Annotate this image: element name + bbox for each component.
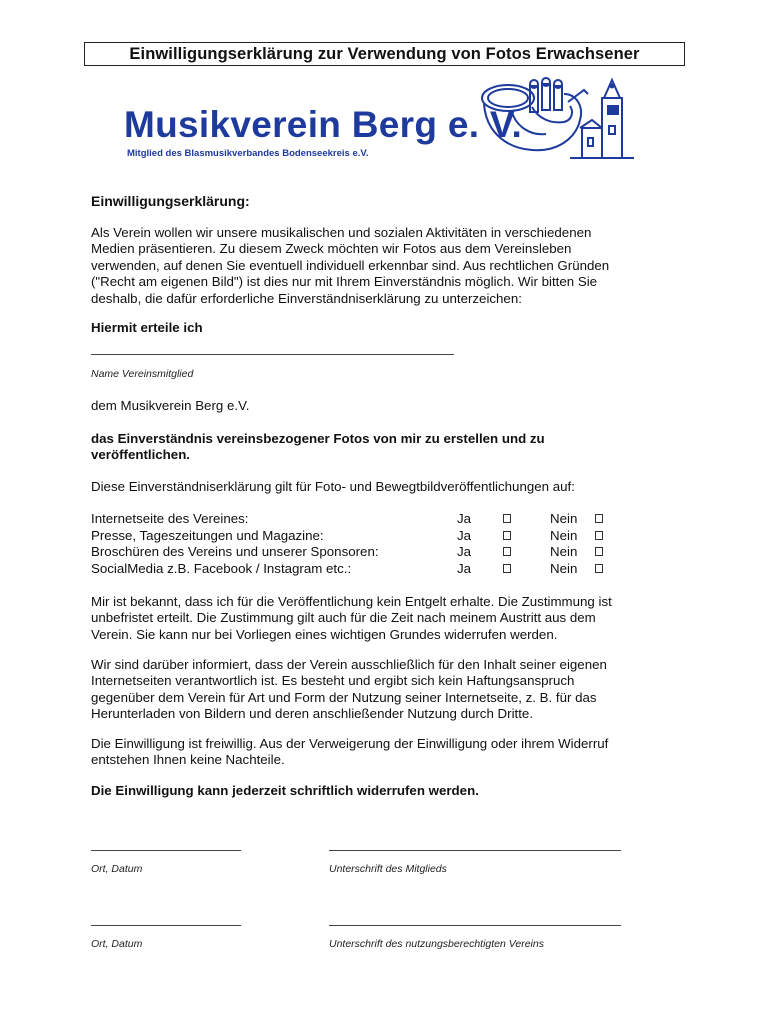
member-name-field[interactable] [91,354,454,355]
option-yes-label: Ja [457,527,472,543]
fee-line: unbefristet erteilt. Die Zustimmung gilt auch für die Zeit nach meinem Austritt aus dem [91,610,596,626]
option-label: Broschüren des Vereins und unserer Sponsoren: [91,544,379,559]
option-row-press [91,528,631,544]
member-signature-field[interactable] [329,850,621,851]
place-date-caption: Ort, Datum [91,863,143,875]
option-label: SocialMedia z.B. Facebook / Instagram etc.: [91,560,352,576]
no-checkbox[interactable] [595,547,603,556]
place-date-caption: Ort, Datum [91,938,143,950]
yes-checkbox[interactable] [503,564,511,573]
intro-line: ("Recht am eigenen Bild") ist dies nur mit Ihrem Einverständnis möglich. Wir bitten Sie [91,274,598,290]
club-logo-subtitle: Mitglied des Blasmusikverbandes Bodenseekreis e.V. [127,148,369,159]
liability-paragraph [91,657,661,723]
option-yes-label: Ja [457,511,472,526]
no-checkbox[interactable] [595,531,603,540]
place-date-field[interactable] [91,925,241,926]
yes-checkbox[interactable] [503,547,511,556]
fee-paragraph [91,594,661,643]
fee-line: Verein. Sie kann nur bei Vorliegen eines wichtigen Grundes widerrufen werden. [91,626,558,642]
section-heading: Einwilligungserklärung: [91,193,250,209]
option-no-label: Nein [550,511,578,526]
member-signature-caption: Unterschrift des Mitglieds [329,863,447,875]
no-checkbox[interactable] [595,514,603,523]
intro-line: verwenden, auf denen Sie eventuell individuell erkennbar sind. Aus rechtlichen Gründen [91,257,610,273]
yes-checkbox[interactable] [503,531,511,540]
option-label: Presse, Tageszeitungen und Magazine: [91,527,324,543]
option-no-label: Nein [550,560,578,576]
voluntary-line: Die Einwilligung ist freiwillig. Aus der Verweigerung der Einwilligung oder ihrem Widerruf [91,736,609,751]
guardian-signature-field[interactable] [329,925,621,926]
liability-line: Internetseiten verantwortlich ist. Es besteht und ergibt sich kein Haftungsanspruch [91,673,575,689]
option-row-website [91,511,631,527]
club-logo-name: Musikverein Berg e. V. [124,104,523,145]
consent-line: veröffentlichen. [91,447,191,463]
consent-statement [91,431,661,464]
liability-line: Wir sind darüber informiert, dass der Verein ausschließlich für den Inhalt seiner eigenen [91,657,607,672]
yes-checkbox[interactable] [503,514,511,523]
voluntary-paragraph [91,736,661,769]
tuba-icon [482,78,588,150]
scope-intro: Diese Einverständniserklärung gilt für Foto- und Bewegtbildveröffentlichungen auf: [91,479,575,494]
place-date-field[interactable] [91,850,241,851]
option-yes-label: Ja [457,560,472,576]
recipient-line: dem Musikverein Berg e.V. [91,398,250,413]
consent-line: das Einverständnis vereinsbezogener Fotos von mir zu erstellen und zu [91,431,545,446]
document-title: Einwilligungserklärung zur Verwendung von Fotos Erwachsener [84,42,685,66]
member-name-caption: Name Vereinsmitglied [91,368,194,380]
option-label: Internetseite des Vereines: [91,511,249,526]
voluntary-line: entstehen Ihnen keine Nachteile. [91,752,285,768]
fee-line: Mir ist bekannt, dass ich für die Veröffentlichung kein Entgelt erhalte. Die Zustimmung ist [91,594,612,609]
guardian-signature-caption: Unterschrift des nutzungsberechtigten Vereins [329,938,544,950]
option-no-label: Nein [550,527,578,543]
option-yes-label: Ja [457,544,472,559]
intro-line: deshalb, die dafür erforderliche Einverständniserklärung zu unterzeichen: [91,290,522,306]
grant-heading: Hiermit erteile ich [91,320,203,335]
liability-line: Herunterladen von Bildern und deren anschließender Nutzung durch Dritte. [91,706,534,722]
no-checkbox[interactable] [595,564,603,573]
intro-line: Als Verein wollen wir unsere musikalischen und sozialen Aktivitäten in verschiedenen [91,225,592,240]
option-row-socialmedia [91,561,631,577]
club-logo-art [472,72,642,164]
intro-paragraph [91,225,661,307]
liability-line: gegenüber dem Verein für Art und Form der Nutzung seiner Internetseite, z. B. für das [91,689,597,705]
option-no-label: Nein [550,544,578,559]
option-row-brochures [91,544,631,560]
intro-line: Medien präsentieren. Zu diesem Zweck möchten wir Fotos aus dem Vereinsleben [91,241,572,257]
revocation-notice: Die Einwilligung kann jederzeit schriftlich widerrufen werden. [91,783,479,798]
